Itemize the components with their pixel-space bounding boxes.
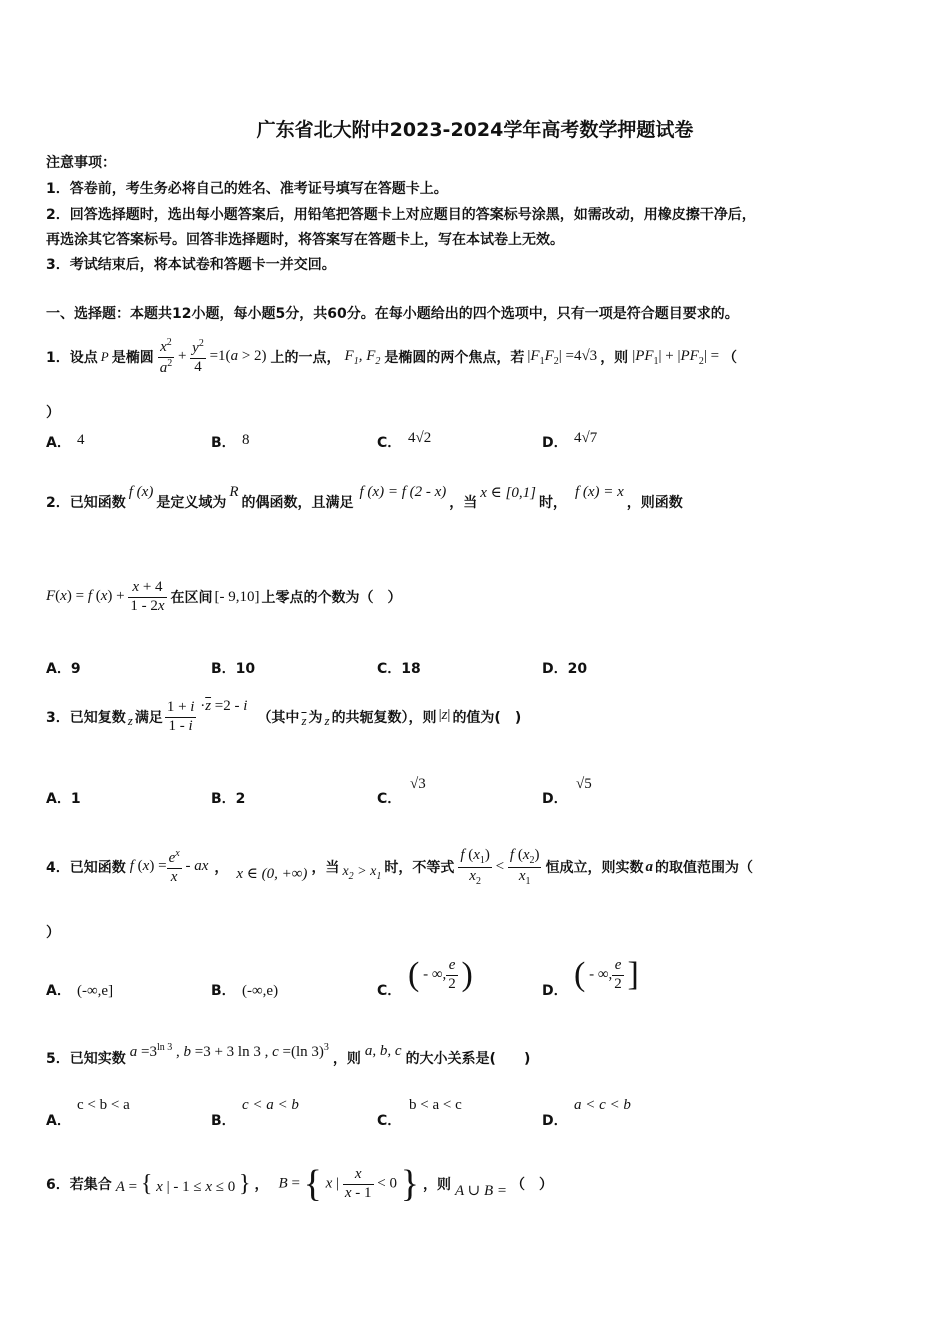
notice-item: 2．回答选择题时，选出每小题答案后，用铅笔把答题卡上对应题目的答案标号涂黑，如需改动，用橡皮擦干净后，	[46, 207, 756, 223]
notice-heading: 注意事项：	[46, 155, 116, 171]
option-b-value: 8	[242, 432, 250, 448]
page-title: 广东省北大附中2023-2024学年高考数学押题试卷	[256, 119, 694, 141]
question-4-close: ）	[46, 925, 60, 941]
section-heading: 一、选择题：本题共12小题，每小题5分，共60分。在每小题给出的四个选项中，只有一项是符合题目要求的。	[46, 306, 739, 322]
option-b-value: c < a < b	[242, 1097, 299, 1113]
option-a[interactable]: A．1	[46, 791, 81, 807]
option-b[interactable]: B．	[211, 983, 236, 999]
question-2: 2．已知函数 f (x) 是定义域为 R 的偶函数，且满足 f (x) = f (2 - x) ，当 x ∈ [0,1] 时， f (x) = x ，则函数	[46, 483, 683, 511]
option-c[interactable]: C．18	[377, 661, 421, 677]
option-b[interactable]: B．10	[211, 661, 256, 677]
option-b[interactable]: B．2	[211, 791, 246, 807]
function-F: F(x) = f (x) + $\frac{x + 4}{1 - 2x}$	[46, 579, 165, 614]
inequality: $\frac{f (x_1)}{x_2}$ < $\frac{f (x_2)}{x_1}$	[460, 847, 540, 887]
option-d[interactable]: D．20	[542, 661, 588, 677]
question-4: 4．已知函数 f (x) = $\frac{e^x}{x}$ - ax ， x ∈ (0, +∞) ，当 $x_2 > x_1$ 时，不等式 $\frac{f (x_1)}{x_2}$ < $\frac{f (x_2)}{x_1}$ 恒成立，则实数 a 的取值范围为（	[46, 847, 753, 887]
function-f: f (x) = $\frac{e^x}{x}$ - ax	[129, 848, 209, 885]
option-b[interactable]: B．	[211, 435, 236, 451]
given-values: $a =3^{ln 3}$ , b =3 + 3 ln 3 , c =(ln 3)$^3$	[129, 1041, 329, 1060]
ellipse-equation: $\frac{x^2}{a^2}$ + $\frac{y^2}{4}$ =1(a > 2)	[159, 337, 267, 376]
question-1: 1．设点 P 是椭圆 $\frac{x^2}{a^2}$ + $\frac{y^2}{4}$ =1(a > 2) 上的一点， $F_1$, $F_2$ 是椭圆的两个焦点，若 $|F_1F_2| =4√3$ ，则 $|PF_1| + |PF_2|$ = （	[46, 337, 738, 376]
notice-item: 1．答卷前，考生务必将自己的姓名、准考证号填写在答题卡上。	[46, 181, 448, 197]
option-a-value: (-∞,e]	[77, 983, 114, 999]
focal-distance: $|F_1F_2| =4√3$	[527, 347, 598, 367]
complex-equation: $\frac{1 + i}{1 - i}$ $\cdot\overline{z} =2 - i$	[166, 698, 248, 734]
notice-item: 再选涂其它答案标号。回答非选择题时，将答案写在答题卡上，写在本试卷上无效。	[46, 232, 564, 248]
question-5: 5．已知实数 $a =3^{ln 3}$ , b =3 + 3 ln 3 , c =(ln 3)$^3$ ，则 a, b, c 的大小关系是( )	[46, 1041, 531, 1067]
option-d-value: √5	[576, 776, 592, 792]
option-c-value: ( - ∞, $\frac{e}{2}$ )	[408, 956, 473, 993]
option-d[interactable]: D．	[542, 435, 568, 451]
option-c[interactable]: C．	[377, 435, 402, 451]
option-c[interactable]: C．	[377, 791, 402, 807]
distance-sum: $|PF_1| + |PF_2|$ =	[632, 347, 720, 367]
option-d-value: a < c < b	[574, 1097, 631, 1113]
option-a[interactable]: A．9	[46, 661, 81, 677]
set-A: A = { x | - 1 ≤ x ≤ 0 }	[115, 1170, 251, 1197]
option-b[interactable]: B．	[211, 1113, 236, 1129]
option-d[interactable]: D．	[542, 983, 568, 999]
option-a[interactable]: A．	[46, 1113, 71, 1129]
notice-item: 3．考试结束后，将本试卷和答题卡一并交回。	[46, 257, 336, 273]
question-1-close: ）	[46, 405, 60, 421]
question-3: 3．已知复数 z 满足 $\frac{1 + i}{1 - i}$ $\cdot\overline{z} =2 - i$ （其中 $\overline{z}$ 为 z 的共轭复数），则 |z| 的值为( )	[46, 698, 522, 734]
option-d[interactable]: D．	[542, 1113, 568, 1129]
set-B: B = { x | $\frac{x}{x - 1}$ < 0 }	[278, 1163, 419, 1205]
option-a-value: 4	[77, 432, 85, 448]
option-c-value: 4√2	[408, 430, 432, 446]
option-b-value: (-∞,e)	[242, 983, 279, 999]
option-c[interactable]: C．	[377, 983, 402, 999]
option-c[interactable]: C．	[377, 1113, 402, 1129]
option-a-value: c < b < a	[77, 1097, 130, 1113]
option-c-value: b < a < c	[409, 1097, 462, 1113]
option-a[interactable]: A．	[46, 435, 71, 451]
option-d-value: ( - ∞, $\frac{e}{2}$ ]	[574, 956, 639, 993]
question-6: 6．若集合 A = { x | - 1 ≤ x ≤ 0 } ， B = { x | $\frac{x}{x - 1}$ < 0 } ，则 A ∪ B = （ ）	[46, 1163, 553, 1205]
option-d-value: 4√7	[574, 430, 598, 446]
option-d[interactable]: D．	[542, 791, 568, 807]
option-c-value: √3	[410, 776, 426, 792]
question-2-cont: F(x) = f (x) + $\frac{x + 4}{1 - 2x}$ 在区间 [- 9,10] 上零点的个数为（ ）	[46, 579, 402, 614]
option-a[interactable]: A．	[46, 983, 71, 999]
